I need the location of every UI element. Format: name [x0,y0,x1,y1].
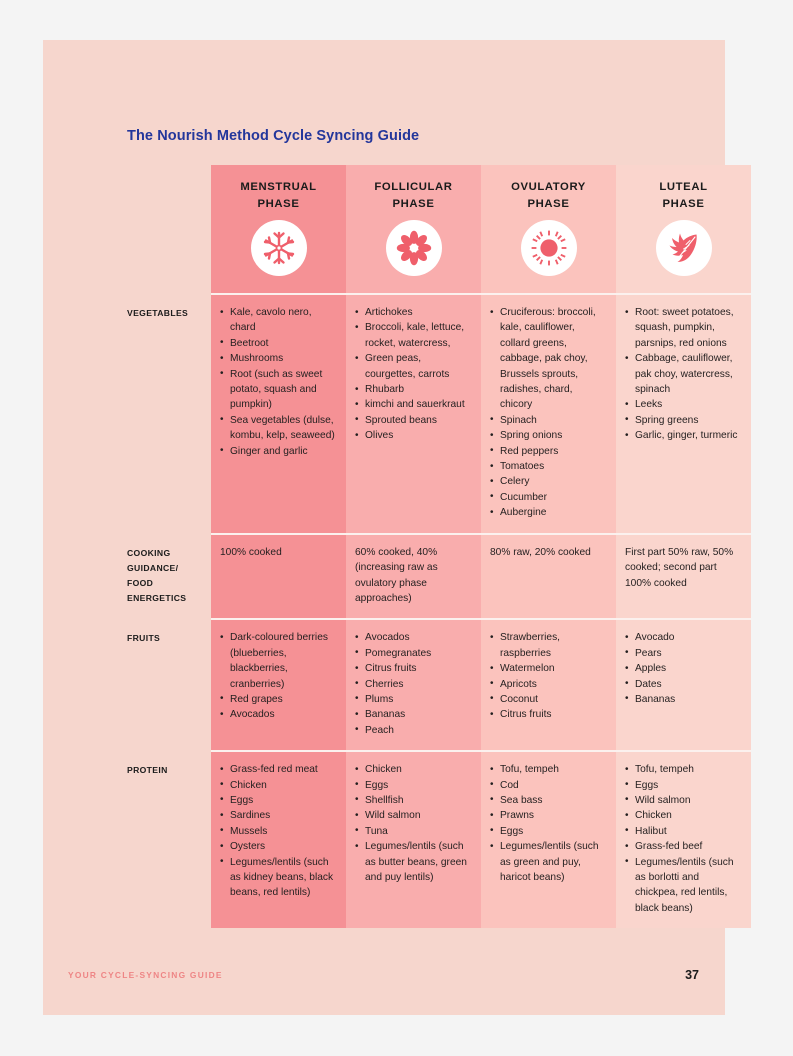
item-list [490,305,607,521]
list-item: • Citrus fruits [490,707,607,722]
list-item: • Broccoli, kale, lettuce, rocket, watercress, [355,320,472,351]
list-item: • Cruciferous: broccoli, kale, cauliflower, collard greens, cabbage, pak choy, Brussels sprouts, radishes, chard, chicory [490,305,607,413]
item-list [490,762,607,885]
list-item: • Watermelon [490,661,607,676]
column-title-line1: MENSTRUAL [240,181,317,193]
list-item: • Cod [490,778,607,793]
list-item: • Celery [490,474,607,489]
item-list [625,630,742,707]
list-item: • Sprouted beans [355,413,472,428]
cell-vegetables-follicular [346,295,481,533]
list-item: • Cucumber [490,490,607,505]
column-title-line2: PHASE [257,197,300,210]
flower-icon [396,230,432,266]
list-item: • Chicken [625,808,742,823]
list-item: • Kale, cavolo nero, chard [220,305,337,336]
list-item: • Eggs [355,778,472,793]
column-header-menstrual[interactable] [211,165,346,293]
list-item: • Green peas, courgettes, carrots [355,351,472,382]
header-corner-spacer [127,165,211,293]
list-item: • Wild salmon [625,793,742,808]
page-footer [68,968,699,982]
list-item: • Spring greens [625,413,742,428]
list-item: • Avocados [220,707,337,722]
page-title: The Nourish Method Cycle Syncing Guide [127,128,420,144]
item-list [355,630,472,738]
list-item: • Avocado [625,630,742,645]
list-item: • Spring onions [490,428,607,443]
list-item: • Cabbage, cauliflower, pak choy, watercress, spinach [625,351,742,397]
list-item: • Grass-fed red meat [220,762,337,777]
cell-protein-ovulatory [481,752,616,928]
list-item: • Mussels [220,824,337,839]
item-list [490,630,607,722]
list-item: • Prawns [490,808,607,823]
list-item: • Mushrooms [220,351,337,366]
list-item: • Ginger and garlic [220,444,337,459]
cycle-syncing-table [127,165,793,928]
item-list [625,762,742,916]
list-item: • Spinach [490,413,607,428]
list-item: • Coconut [490,692,607,707]
list-item: • Sea bass [490,793,607,808]
item-list [625,305,742,444]
list-item: • Legumes/lentils (such as borlotti and chickpea, red lentils, black beans) [625,855,742,917]
list-item: • Eggs [220,793,337,808]
item-list [220,630,337,722]
cell-cooking-ovulatory: 80% raw, 20% cooked [481,535,616,619]
cell-fruits-ovulatory [481,620,616,750]
list-item: • Garlic, ginger, turmeric [625,428,742,443]
list-item: • Tomatoes [490,459,607,474]
list-item: • Dates [625,677,742,692]
list-item: • Artichokes [355,305,472,320]
cell-fruits-luteal [616,620,751,750]
list-item: • Red grapes [220,692,337,707]
snowflake-icon-badge [251,220,307,276]
table-row-fruits [127,620,752,750]
list-item: • Shellfish [355,793,472,808]
sun-icon-badge [521,220,577,276]
cell-cooking-menstrual: 100% cooked [211,535,346,619]
list-item: • Legumes/lentils (such as green and puy, haricot beans) [490,839,607,885]
item-list [220,305,337,459]
list-item: • Legumes/lentils (such as kidney beans, black beans, red lentils) [220,855,337,901]
cell-cooking-follicular: 60% cooked, 40% (increasing raw as ovulatory phase approaches) [346,535,481,619]
flower-icon-badge [386,220,442,276]
list-item: • Strawberries, raspberries [490,630,607,661]
column-title-line2: PHASE [527,197,570,210]
list-item: • Red peppers [490,444,607,459]
list-item: • Sardines [220,808,337,823]
item-list [355,305,472,444]
list-item: • Rhubarb [355,382,472,397]
item-list [220,762,337,901]
list-item: • Oysters [220,839,337,854]
column-header-ovulatory[interactable] [481,165,616,293]
cell-vegetables-luteal [616,295,751,533]
list-item: • Plums [355,692,472,707]
sun-icon [530,229,568,267]
list-item: • Sea vegetables (dulse, kombu, kelp, seaweed) [220,413,337,444]
cell-fruits-follicular [346,620,481,750]
column-title-line1: OVULATORY [511,181,586,193]
list-item: • Dark-coloured berries (blueberries, blackberries, cranberries) [220,630,337,692]
column-title-line1: FOLLICULAR [374,181,453,193]
column-title-line1: LUTEAL [659,181,708,193]
table-header-row [127,165,752,293]
maple-leaf-icon-badge [656,220,712,276]
footer-section-label: YOUR CYCLE-SYNCING GUIDE [68,970,223,980]
list-item: • Tofu, tempeh [490,762,607,777]
list-item: • Root: sweet potatoes, squash, pumpkin, parsnips, red onions [625,305,742,351]
list-item: • Halibut [625,824,742,839]
column-title-line2: PHASE [392,197,435,210]
page-number: 37 [685,968,699,982]
list-item: • Eggs [625,778,742,793]
list-item: • Pears [625,646,742,661]
list-item: • Tuna [355,824,472,839]
table-row-protein [127,752,752,928]
list-item: • Aubergine [490,505,607,520]
row-label-protein: PROTEIN [127,765,168,776]
column-header-follicular[interactable] [346,165,481,293]
column-header-luteal[interactable] [616,165,751,293]
list-item: • Peach [355,723,472,738]
list-item: • Bananas [355,707,472,722]
list-item: • Leeks [625,397,742,412]
row-label-vegetables: VEGETABLES [127,308,189,318]
list-item: • Pomegranates [355,646,472,661]
list-item: • Grass-fed beef [625,839,742,854]
table-row-cooking-guidance [127,535,752,619]
item-list [355,762,472,885]
cell-protein-follicular [346,752,481,928]
cell-vegetables-menstrual [211,295,346,533]
guide-page [43,40,738,1015]
column-title-line2: PHASE [662,197,705,210]
cell-fruits-menstrual [211,620,346,750]
list-item: • Chicken [355,762,472,777]
list-item: • Citrus fruits [355,661,472,676]
list-item: • Avocados [355,630,472,645]
list-item: • Wild salmon [355,808,472,823]
list-item: • Bananas [625,692,742,707]
list-item: • Olives [355,428,472,443]
list-item: • Chicken [220,778,337,793]
cell-cooking-luteal: First part 50% raw, 50% cooked; second part 100% cooked [616,535,751,619]
row-label-fruits: FRUITS [127,633,161,644]
table-row-vegetables [127,295,752,533]
cell-protein-menstrual [211,752,346,928]
row-label-cooking-guidance: COOKING GUIDANCE/ FOOD ENERGETICS [127,547,187,603]
cell-protein-luteal [616,752,751,928]
list-item: • Apples [625,661,742,676]
list-item: • Legumes/lentils (such as butter beans, green and puy lentils) [355,839,472,885]
list-item: • Root (such as sweet potato, squash and pumpkin) [220,367,337,413]
list-item: • Cherries [355,677,472,692]
maple-leaf-icon [665,229,703,267]
cell-vegetables-ovulatory [481,295,616,533]
list-item: • Tofu, tempeh [625,762,742,777]
snowflake-icon [261,230,297,266]
list-item: • kimchi and sauerkraut [355,397,472,412]
list-item: • Beetroot [220,336,337,351]
list-item: • Apricots [490,677,607,692]
list-item: • Eggs [490,824,607,839]
